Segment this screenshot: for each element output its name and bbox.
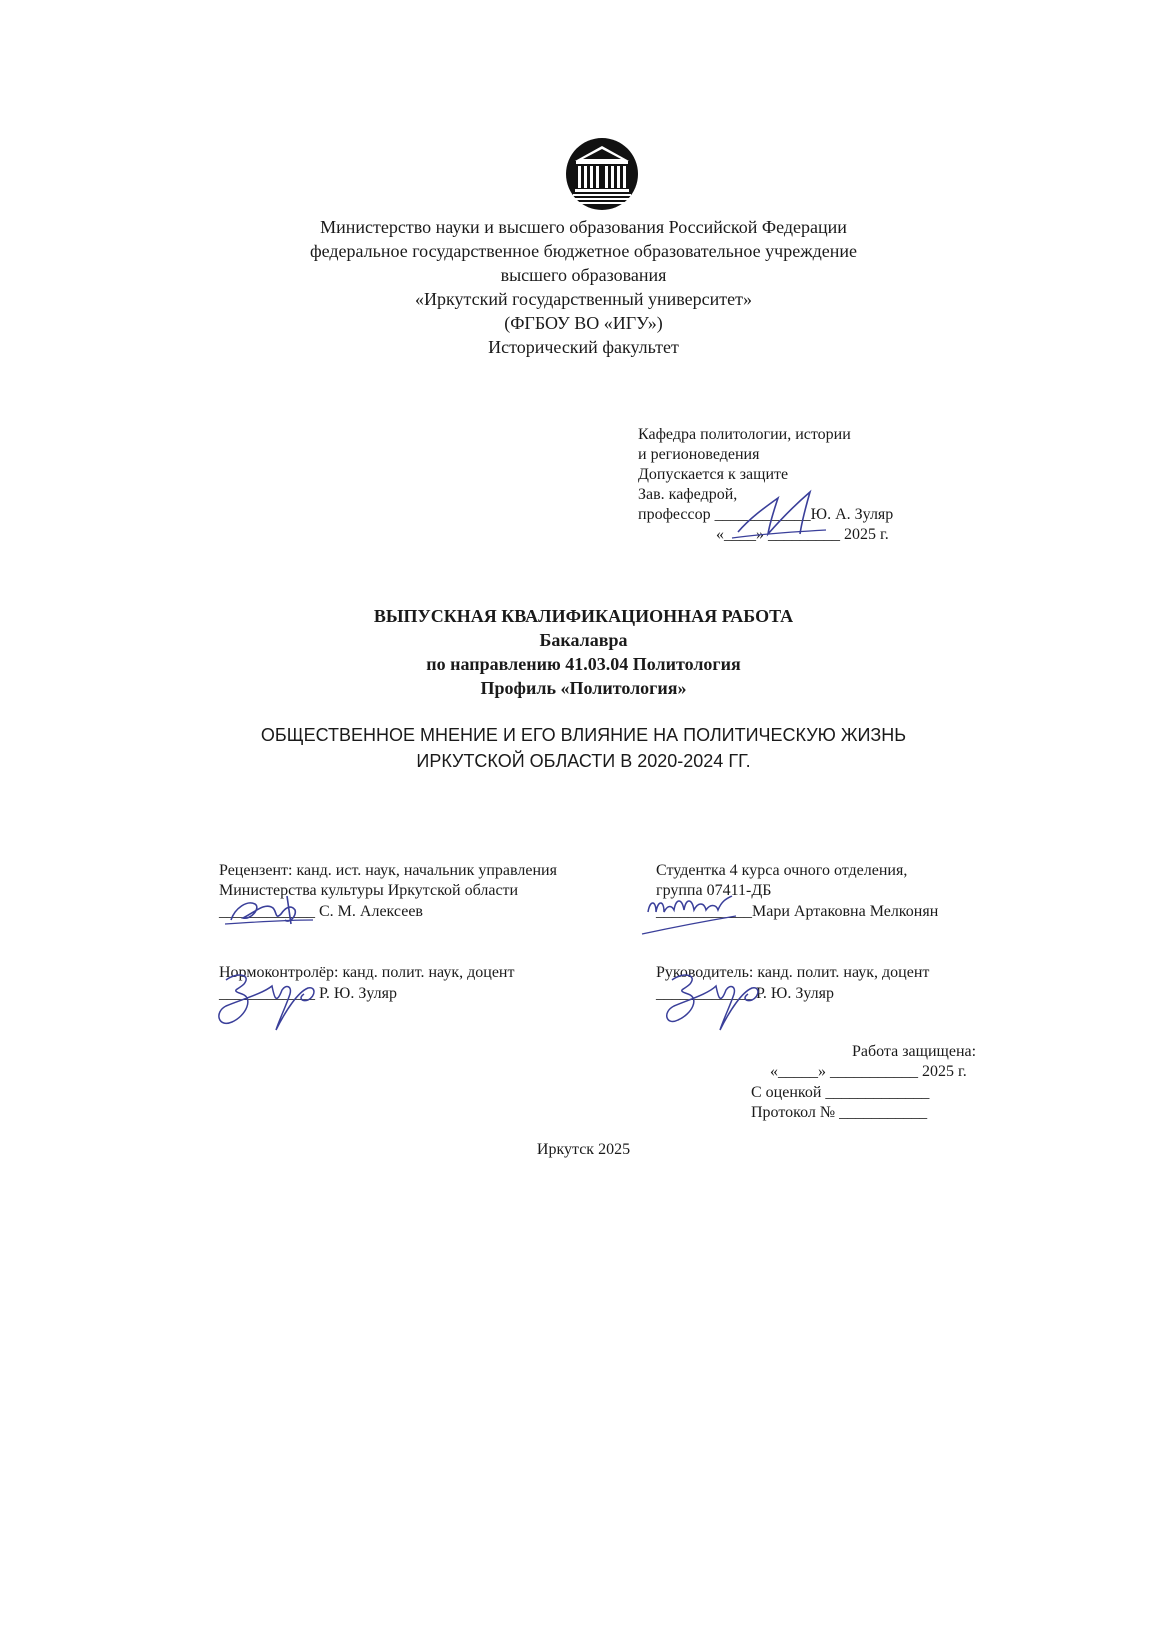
supervisor-signature (660, 968, 770, 1044)
norm-controller-line-1: Нормоконтролёр: канд. полит. наук, доцент (219, 964, 515, 981)
university-name: «Иркутский государственный университет» (415, 289, 752, 309)
direction-title: по направлению 41.03.04 Политология (426, 654, 741, 674)
city-year: Иркутск 2025 (536, 1141, 631, 1158)
head-of-department: Зав. кафедрой, (638, 486, 738, 503)
reviewer-line-1: Рецензент: канд. ист. наук, начальник управления (219, 862, 557, 879)
admitted-to-defense: Допускается к защите (638, 466, 789, 483)
professor-signature-line: профессор ____________Ю. А. Зуляр (638, 506, 894, 523)
department-line-1: Кафедра политологии, истории (638, 426, 851, 443)
reviewer-line-2: Министерства культуры Иркутской области (219, 882, 519, 899)
norm-controller-signature-line: ____________ Р. Ю. Зуляр (219, 985, 397, 1002)
defended-label: Работа защищена: (852, 1043, 977, 1060)
defense-date-line: «_____» ___________ 2025 г. (770, 1063, 967, 1080)
faculty-name: Исторический факультет (488, 337, 679, 357)
institution-type: федеральное государственное бюджетное образовательное учреждение (309, 241, 858, 261)
topic-line-1: ОБЩЕСТВЕННОЕ МНЕНИЕ И ЕГО ВЛИЯНИЕ НА ПОЛИТИЧЕСКУЮ ЖИЗНЬ (260, 725, 907, 745)
education-level: высшего образования (500, 265, 667, 285)
degree-title: Бакалавра (539, 630, 628, 650)
student-line-1: Студентка 4 курса очного отделения, (656, 862, 908, 879)
norm-controller-signature (212, 966, 332, 1046)
head-signature (730, 488, 840, 548)
supervisor-line-1: Руководитель: канд. полит. наук, доцент (656, 964, 930, 981)
work-type-title: ВЫПУСКНАЯ КВАЛИФИКАЦИОННАЯ РАБОТА (373, 606, 794, 626)
ministry-name: Министерство науки и высшего образования Российской Федерации (320, 217, 847, 237)
profile-title: Профиль «Политология» (480, 678, 687, 698)
approval-date-line: «____» _________ 2025 г. (716, 526, 889, 543)
protocol-line: Протокол № ___________ (751, 1104, 928, 1121)
department-line-2: и регионоведения (638, 446, 760, 463)
reviewer-signature-line: ____________ С. М. Алексеев (219, 903, 423, 920)
reviewer-signature (225, 890, 315, 930)
grade-line: С оценкой _____________ (751, 1084, 930, 1101)
topic-line-2: ИРКУТСКОЙ ОБЛАСТИ В 2020-2024 ГГ. (416, 751, 751, 771)
student-line-2: группа 07411-ДБ (656, 882, 772, 899)
student-signature-line: ____________Мари Артаковна Мелконян (656, 903, 939, 920)
supervisor-signature-line: ____________ Р. Ю. Зуляр (656, 985, 834, 1002)
student-signature (640, 890, 740, 940)
university-abbreviation: (ФГБОУ ВО «ИГУ») (504, 313, 663, 333)
university-logo (565, 137, 639, 211)
